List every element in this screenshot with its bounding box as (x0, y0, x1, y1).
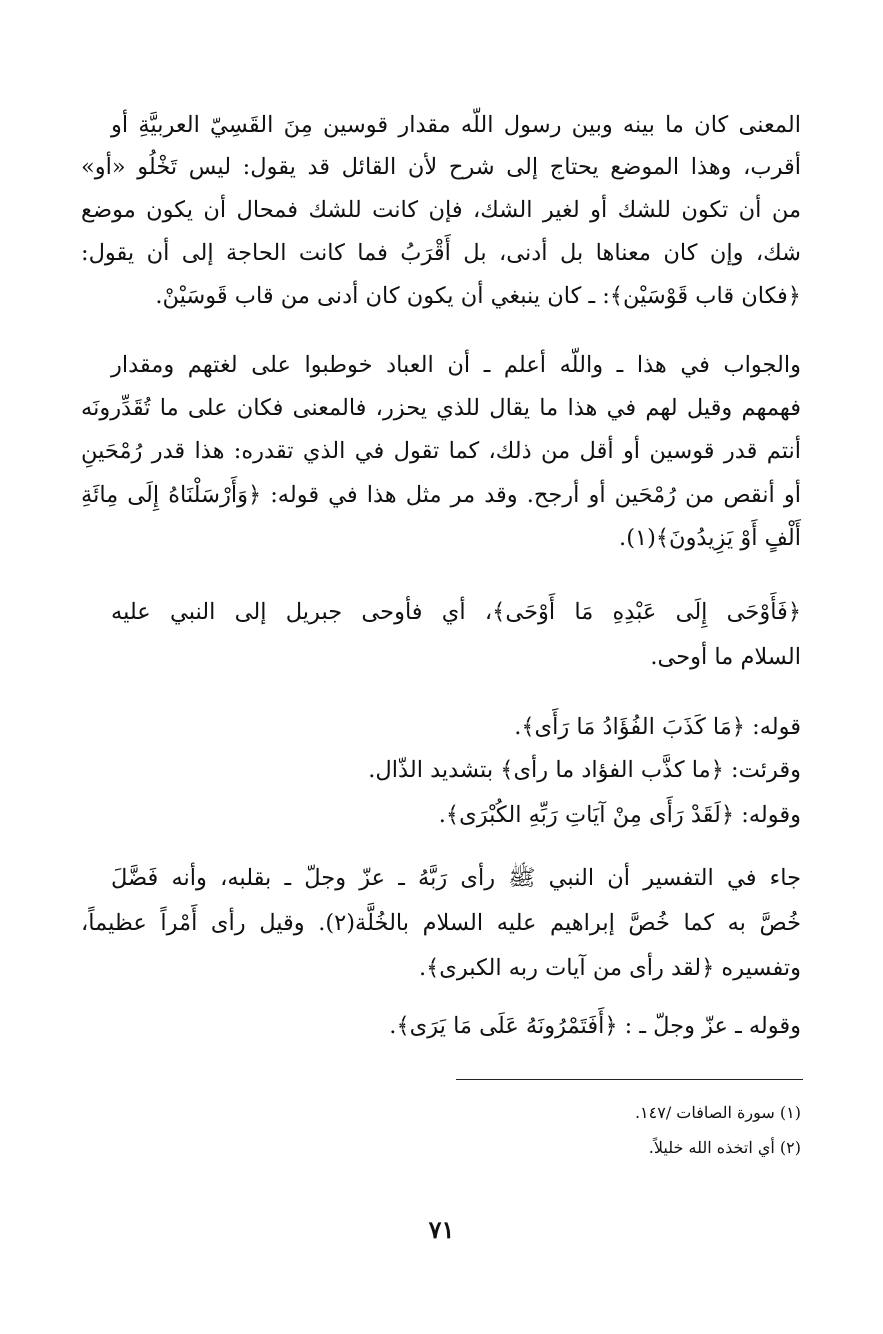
text-line: شك، وإن كان معناها بل أدنى، بل أَقْرَبُ فما كانت الحاجة إلى أن يقول: (81, 240, 801, 266)
text-line: ﴿فكان قاب قَوْسَيْن﴾: ـ كان ينبغي أن يكون كان أدنى من قاب قَوسَيْنْ. (155, 283, 801, 309)
footnote: (٢) أي اتخذه الله خليلاً. (648, 1138, 801, 1157)
text-line: المعنى كان ما بينه وبين رسول اللّه مقدار قوسين مِنَ القَسِيّ العربيَّةِ أو (111, 112, 801, 138)
text-line: أنتم قدر قوسين أو أقل من ذلك، كما تقول في الذي تقدره: هذا قدر رُمْحَينِ (81, 438, 801, 464)
text-line: أو أنقص من رُمْحَين أو أرجح. وقد مر مثل هذا في قوله: ﴿وَأَرْسَلْنَاهُ إِلَى مِائَةِ (81, 482, 801, 508)
footnote: (١) سورة الصافات /١٤٧. (634, 1103, 801, 1122)
text-line: وقرئت: ﴿ما كذَّب الفؤاد ما رأى﴾ بتشديد الذّال. (368, 757, 801, 783)
text-line: جاء في التفسير أن النبي ﷺ رأى رَبَّهُ ـ عزّ وجلّ ـ بقلبه، وأنه فَضَّلَ (111, 865, 801, 891)
text-line: وتفسيره ﴿لقد رأى من آيات ربه الكبرى﴾. (418, 955, 801, 981)
text-line: وقوله ـ عزّ وجلّ ـ : ﴿أَفَتَمْرُونَهُ عَلَى مَا يَرَى﴾. (389, 1013, 801, 1039)
text-line: قوله: ﴿مَا كَذَبَ الفُؤَادُ مَا رَأَى﴾. (514, 714, 801, 740)
text-line: فهمهم وقيل لهم في هذا ما يقال للذي يحزر، فالمعنى فكان على ما تُقَدِّرونَه (81, 395, 801, 421)
page-number: ٧١ (428, 1215, 455, 1244)
text-line: أَلْفٍ أَوْ يَزِيدُونَ﴾(١). (619, 525, 801, 551)
text-line: السلام ما أوحى. (650, 644, 801, 670)
text-line: ﴿فَأَوْحَى إِلَى عَبْدِهِ مَا أَوْحَى﴾، أي فأوحى جبريل إلى النبي عليه (111, 599, 801, 625)
text-line: والجواب في هذا ـ واللّه أعلم ـ أن العباد خوطبوا على لغتهم ومقدار (111, 352, 801, 378)
text-line: وقوله: ﴿لَقَدْ رَأَى مِنْ آيَاتِ رَبِّهِ الكُبْرَى﴾. (438, 802, 801, 828)
text-line: من أن تكون للشك أو لغير الشك، فإن كانت للشك فمحال أن يكون موضع (81, 197, 801, 223)
text-line: أقرب، وهذا الموضع يحتاج إلى شرح لأن القائل قد يقول: ليس تَخْلُو «أو» (81, 154, 801, 180)
text-line: خُصَّ به كما خُصَّ إبراهيم عليه السلام بالخُلَّة(٢). وقيل رأى أَمْراً عظيماً، (81, 910, 801, 936)
footnote-separator (456, 1079, 803, 1080)
